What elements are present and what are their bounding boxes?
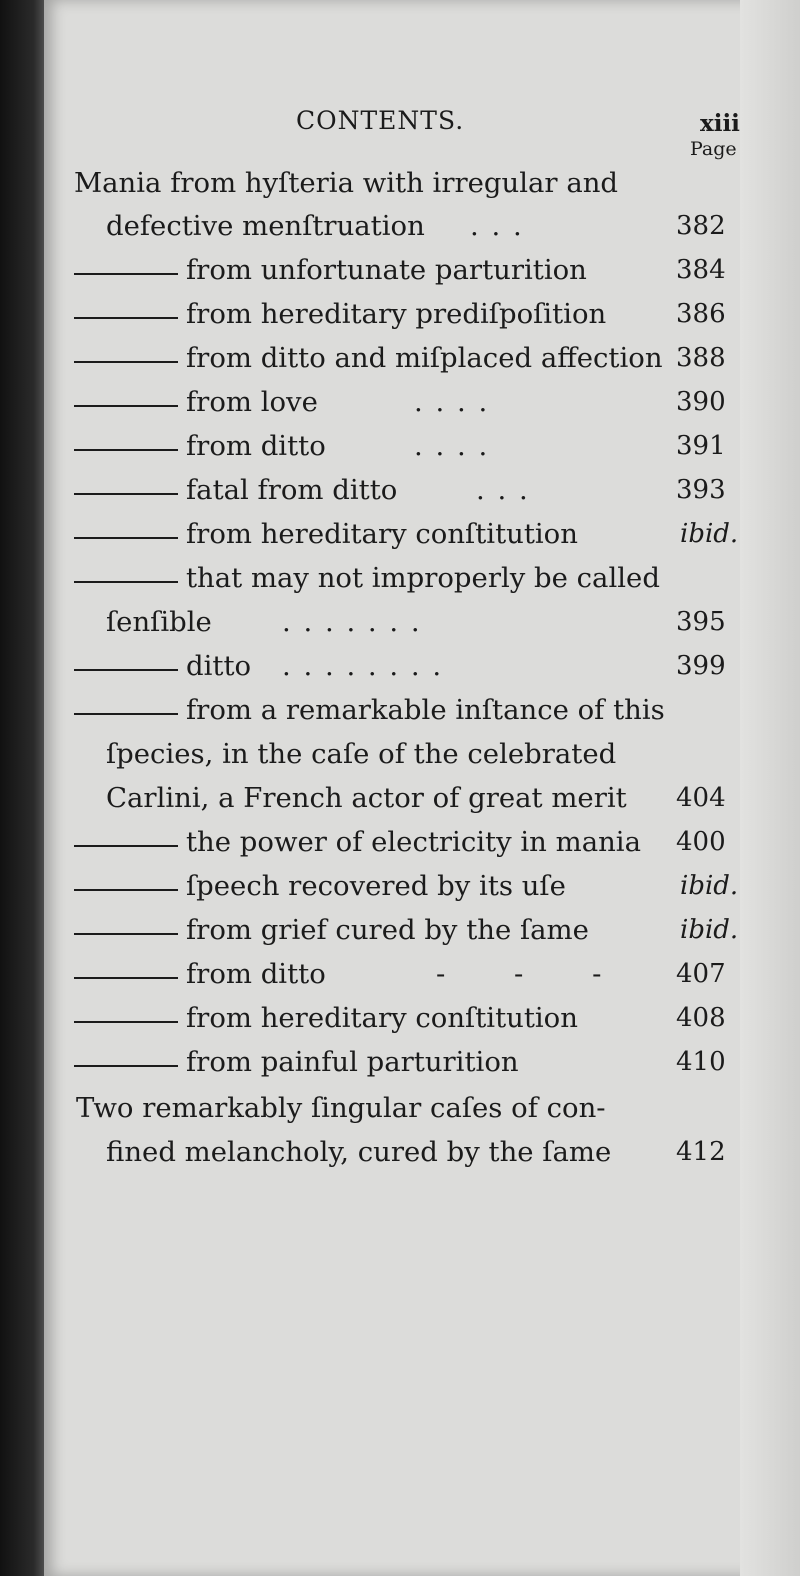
entry-text: ſpeech recovered by its uſe: [186, 870, 566, 902]
contents-entry: [0, 602, 800, 642]
ditto-dash: [74, 845, 178, 847]
ditto-dash: [74, 1021, 178, 1023]
entry-page: ibid.: [680, 871, 739, 901]
leader-dots: . . .: [476, 474, 530, 506]
entry-page: ibid.: [680, 519, 739, 549]
entry-text: Mania from hyſteria with irregular and: [74, 167, 619, 199]
ditto-dash: [74, 273, 178, 275]
entry-text: from grief cured by the ſame: [186, 914, 589, 946]
ditto-dash: [74, 669, 178, 671]
ditto-dash: [74, 889, 178, 891]
entry-text: from ditto: [186, 430, 326, 462]
contents-entry: [0, 206, 800, 246]
entry-text: that may not improperly be called: [186, 562, 660, 594]
entry-text: ſenſible: [106, 606, 212, 638]
entry-page: 384: [676, 255, 726, 285]
entry-text: from love: [186, 386, 318, 418]
contents-entry: [0, 734, 800, 774]
contents-entry: [0, 1132, 800, 1172]
ditto-dash: [74, 405, 178, 407]
ditto-dash: [74, 933, 178, 935]
entry-page: 399: [676, 651, 726, 681]
ditto-dash: [74, 713, 178, 715]
folio-number: xiii: [700, 110, 740, 137]
entry-text: defective menſtruation: [106, 210, 425, 242]
entry-page: 388: [676, 343, 726, 373]
entry-page: 412: [676, 1137, 726, 1167]
contents-entry: [0, 382, 800, 422]
contents-entry: [0, 910, 800, 950]
ditto-dash: [74, 449, 178, 451]
contents-entry: [0, 954, 800, 994]
ditto-dash: [74, 1065, 178, 1067]
entry-text: Two remarkably ſingular caſes of con-: [76, 1092, 606, 1124]
ditto-dash: [74, 493, 178, 495]
leader-dots: . . . . . . .: [282, 606, 422, 638]
leader-dots: . . . . . . . .: [282, 650, 444, 682]
entry-text: from hereditary prediſpoſition: [186, 298, 607, 330]
leader-dots: . . . .: [414, 386, 490, 418]
entry-page: 400: [676, 827, 726, 857]
leader-dashes: - - -: [436, 958, 632, 990]
entry-page: 390: [676, 387, 726, 417]
entry-page: 404: [676, 783, 726, 813]
page-column-label: Page: [690, 138, 737, 160]
leader-dots: . . .: [470, 210, 524, 242]
contents-entry: [0, 163, 800, 203]
contents-entry: [0, 338, 800, 378]
entry-text: from hereditary conſtitution: [186, 1002, 578, 1034]
contents-entry: [0, 1042, 800, 1082]
entry-text: from unfortunate parturition: [186, 254, 587, 286]
contents-entry: [0, 294, 800, 334]
contents-entry: [0, 778, 800, 818]
contents-entry: [0, 514, 800, 554]
contents-entry: [0, 470, 800, 510]
contents-entry: [0, 426, 800, 466]
contents-entry: [0, 866, 800, 906]
contents-entry: [0, 822, 800, 862]
entry-text: fatal from ditto: [186, 474, 398, 506]
contents-entry: [0, 558, 800, 598]
ditto-dash: [74, 977, 178, 979]
entry-text: fined melancholy, cured by the ſame: [106, 1136, 612, 1168]
entry-page: 382: [676, 211, 726, 241]
entry-text: Carlini, a French actor of great merit: [106, 782, 627, 814]
contents-entry: [0, 1088, 800, 1128]
ditto-dash: [74, 537, 178, 539]
entry-page: 408: [676, 1003, 726, 1033]
entry-text: from ditto and miſplaced affection: [186, 342, 663, 374]
page-title: CONTENTS.: [296, 106, 465, 135]
ditto-dash: [74, 317, 178, 319]
entry-page: 391: [676, 431, 726, 461]
entry-page: 407: [676, 959, 726, 989]
entry-text: ditto: [186, 650, 252, 682]
contents-entry: [0, 690, 800, 730]
entry-page: 386: [676, 299, 726, 329]
contents-entry: [0, 646, 800, 686]
entry-text: from painful parturition: [186, 1046, 519, 1078]
entry-text: ſpecies, in the caſe of the celebrated: [106, 738, 617, 770]
entry-page: 410: [676, 1047, 726, 1077]
contents-entry: [0, 250, 800, 290]
leader-dots: . . . .: [414, 430, 490, 462]
entry-text: the power of electricity in mania: [186, 826, 641, 858]
contents-entry: [0, 998, 800, 1038]
entry-text: from ditto: [186, 958, 326, 990]
entry-text: from hereditary conſtitution: [186, 518, 578, 550]
entry-text: from a remarkable inſtance of this: [186, 694, 665, 726]
ditto-dash: [74, 581, 178, 583]
ditto-dash: [74, 361, 178, 363]
entry-page: 393: [676, 475, 726, 505]
entry-page: ibid.: [680, 915, 739, 945]
entry-page: 395: [676, 607, 726, 637]
